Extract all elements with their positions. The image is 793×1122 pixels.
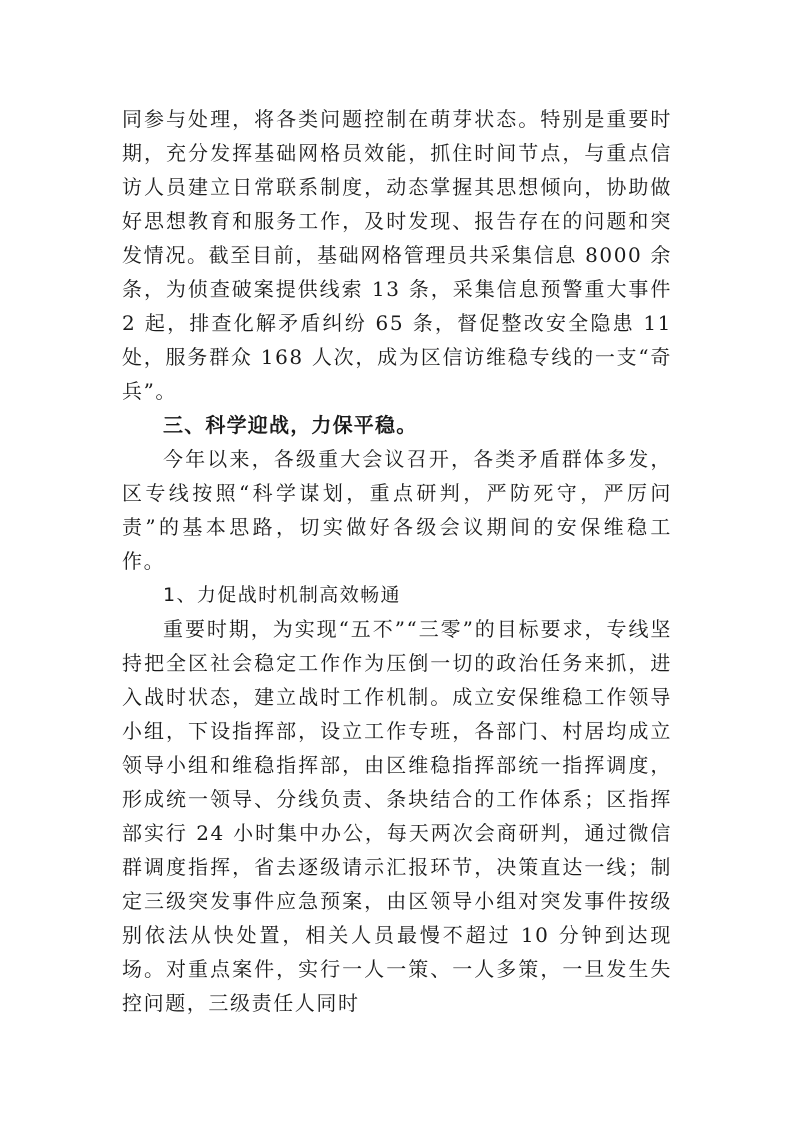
paragraph-intro: 今年以来，各级重大会议召开，各类矛盾群体多发，区专线按照“科学谋划，重点研判，严防死守，严厉问责”的基本思路，切实做好各级会议期间的安保维稳工作。: [122, 447, 672, 573]
document-body: [122, 102, 672, 1020]
section-heading: 三、科学迎战，力保平稳。: [163, 413, 418, 437]
paragraph-mechanism: 重要时期，为实现“五不”“三零”的目标要求，专线坚持把全区社会稳定工作作为压倒一切的政治任务来抓，进入战时状态，建立战时工作机制。成立安保维稳工作领导小组，下设指挥部，设立工作专班，各部门、村居均成立领导小组和维稳指挥部，由区维稳指挥部统一指挥调度，形成统一领导、分线负责、条块结合的工作体系；区指挥部实行 24 小时集中办公，每天两次会商研判，通过微信群调度指挥，省去逐级请示汇报环节，决策直达一线；制定三级突发事件应急预案，由区领导小组对突发事件按级别依法从快处置，相关人员最慢不超过 10 分钟到达现场。对重点案件，实行一人一策、一人多策，一旦发生失控问题，三级责任人同时: [122, 617, 672, 1015]
paragraph-continuation: 同参与处理，将各类问题控制在萌芽状态。特别是重要时期，充分发挥基础网格员效能，抓住时间节点，与重点信访人员建立日常联系制度，动态掌握其思想倾向，协助做好思想教育和服务工作，及时发现、报告存在的问题和突发情况。截至目前，基础网格管理员共采集信息 8000 余条，为侦查破案提供线索 13 条，采集信息预警重大事件 2 起，排查化解矛盾纠纷 65 条，督促整改安全隐患 11 处，服务群众 168 人次，成为区信访维稳专线的一支“奇兵”。: [122, 107, 672, 403]
subsection-heading: 1、力促战时机制高效畅通: [163, 584, 401, 606]
